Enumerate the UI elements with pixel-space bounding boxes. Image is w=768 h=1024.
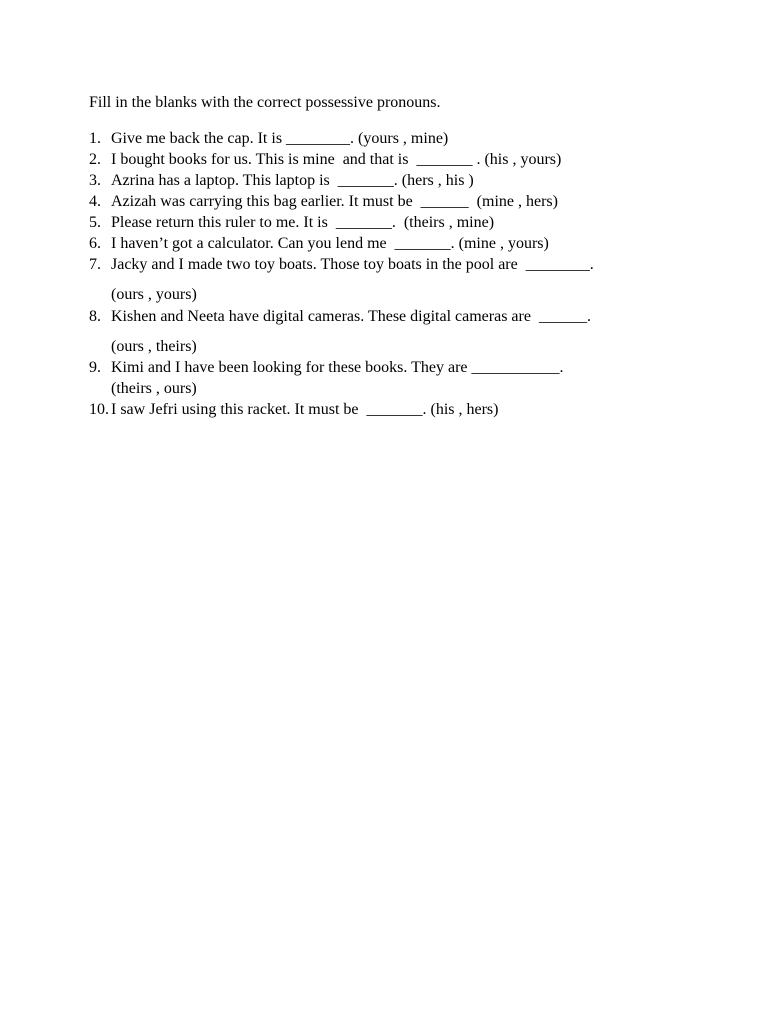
item-number: 4. — [89, 193, 101, 210]
item-sentence: Please return this ruler to me. It is _______. (theirs , mine) — [111, 214, 495, 231]
instruction-text: Fill in the blanks with the correct possessive pronouns. — [89, 94, 441, 111]
item-number: 7. — [89, 256, 101, 273]
item-sentence: I bought books for us. This is mine and that is _______ . (his , yours) — [111, 151, 562, 168]
item-sentence: Azrina has a laptop. This laptop is _______. (hers , his ) — [111, 172, 474, 189]
item-number: 2. — [89, 151, 101, 168]
item-number: 6. — [89, 235, 101, 252]
item-options: (ours , theirs) — [111, 338, 197, 355]
item-sentence: Kimi and I have been looking for these books. They are ___________. — [111, 359, 564, 376]
item-number: 5. — [89, 214, 101, 231]
item-sentence: Kishen and Neeta have digital cameras. These digital cameras are ______. — [111, 308, 591, 325]
item-options: (theirs , ours) — [111, 380, 197, 397]
item-options: (ours , yours) — [111, 286, 197, 303]
item-sentence: Azizah was carrying this bag earlier. It must be ______ (mine , hers) — [111, 193, 558, 210]
item-sentence: I haven’t got a calculator. Can you lend me _______. (mine , yours) — [111, 235, 549, 252]
item-number: 1. — [89, 130, 101, 147]
item-number: 10. — [89, 401, 109, 418]
item-number: 9. — [89, 359, 101, 376]
item-sentence: Jacky and I made two toy boats. Those toy boats in the pool are ________. — [111, 256, 594, 273]
item-number: 8. — [89, 308, 101, 325]
item-sentence: I saw Jefri using this racket. It must be _______. (his , hers) — [111, 401, 499, 418]
item-number: 3. — [89, 172, 101, 189]
item-sentence: Give me back the cap. It is ________. (yours , mine) — [111, 130, 449, 147]
